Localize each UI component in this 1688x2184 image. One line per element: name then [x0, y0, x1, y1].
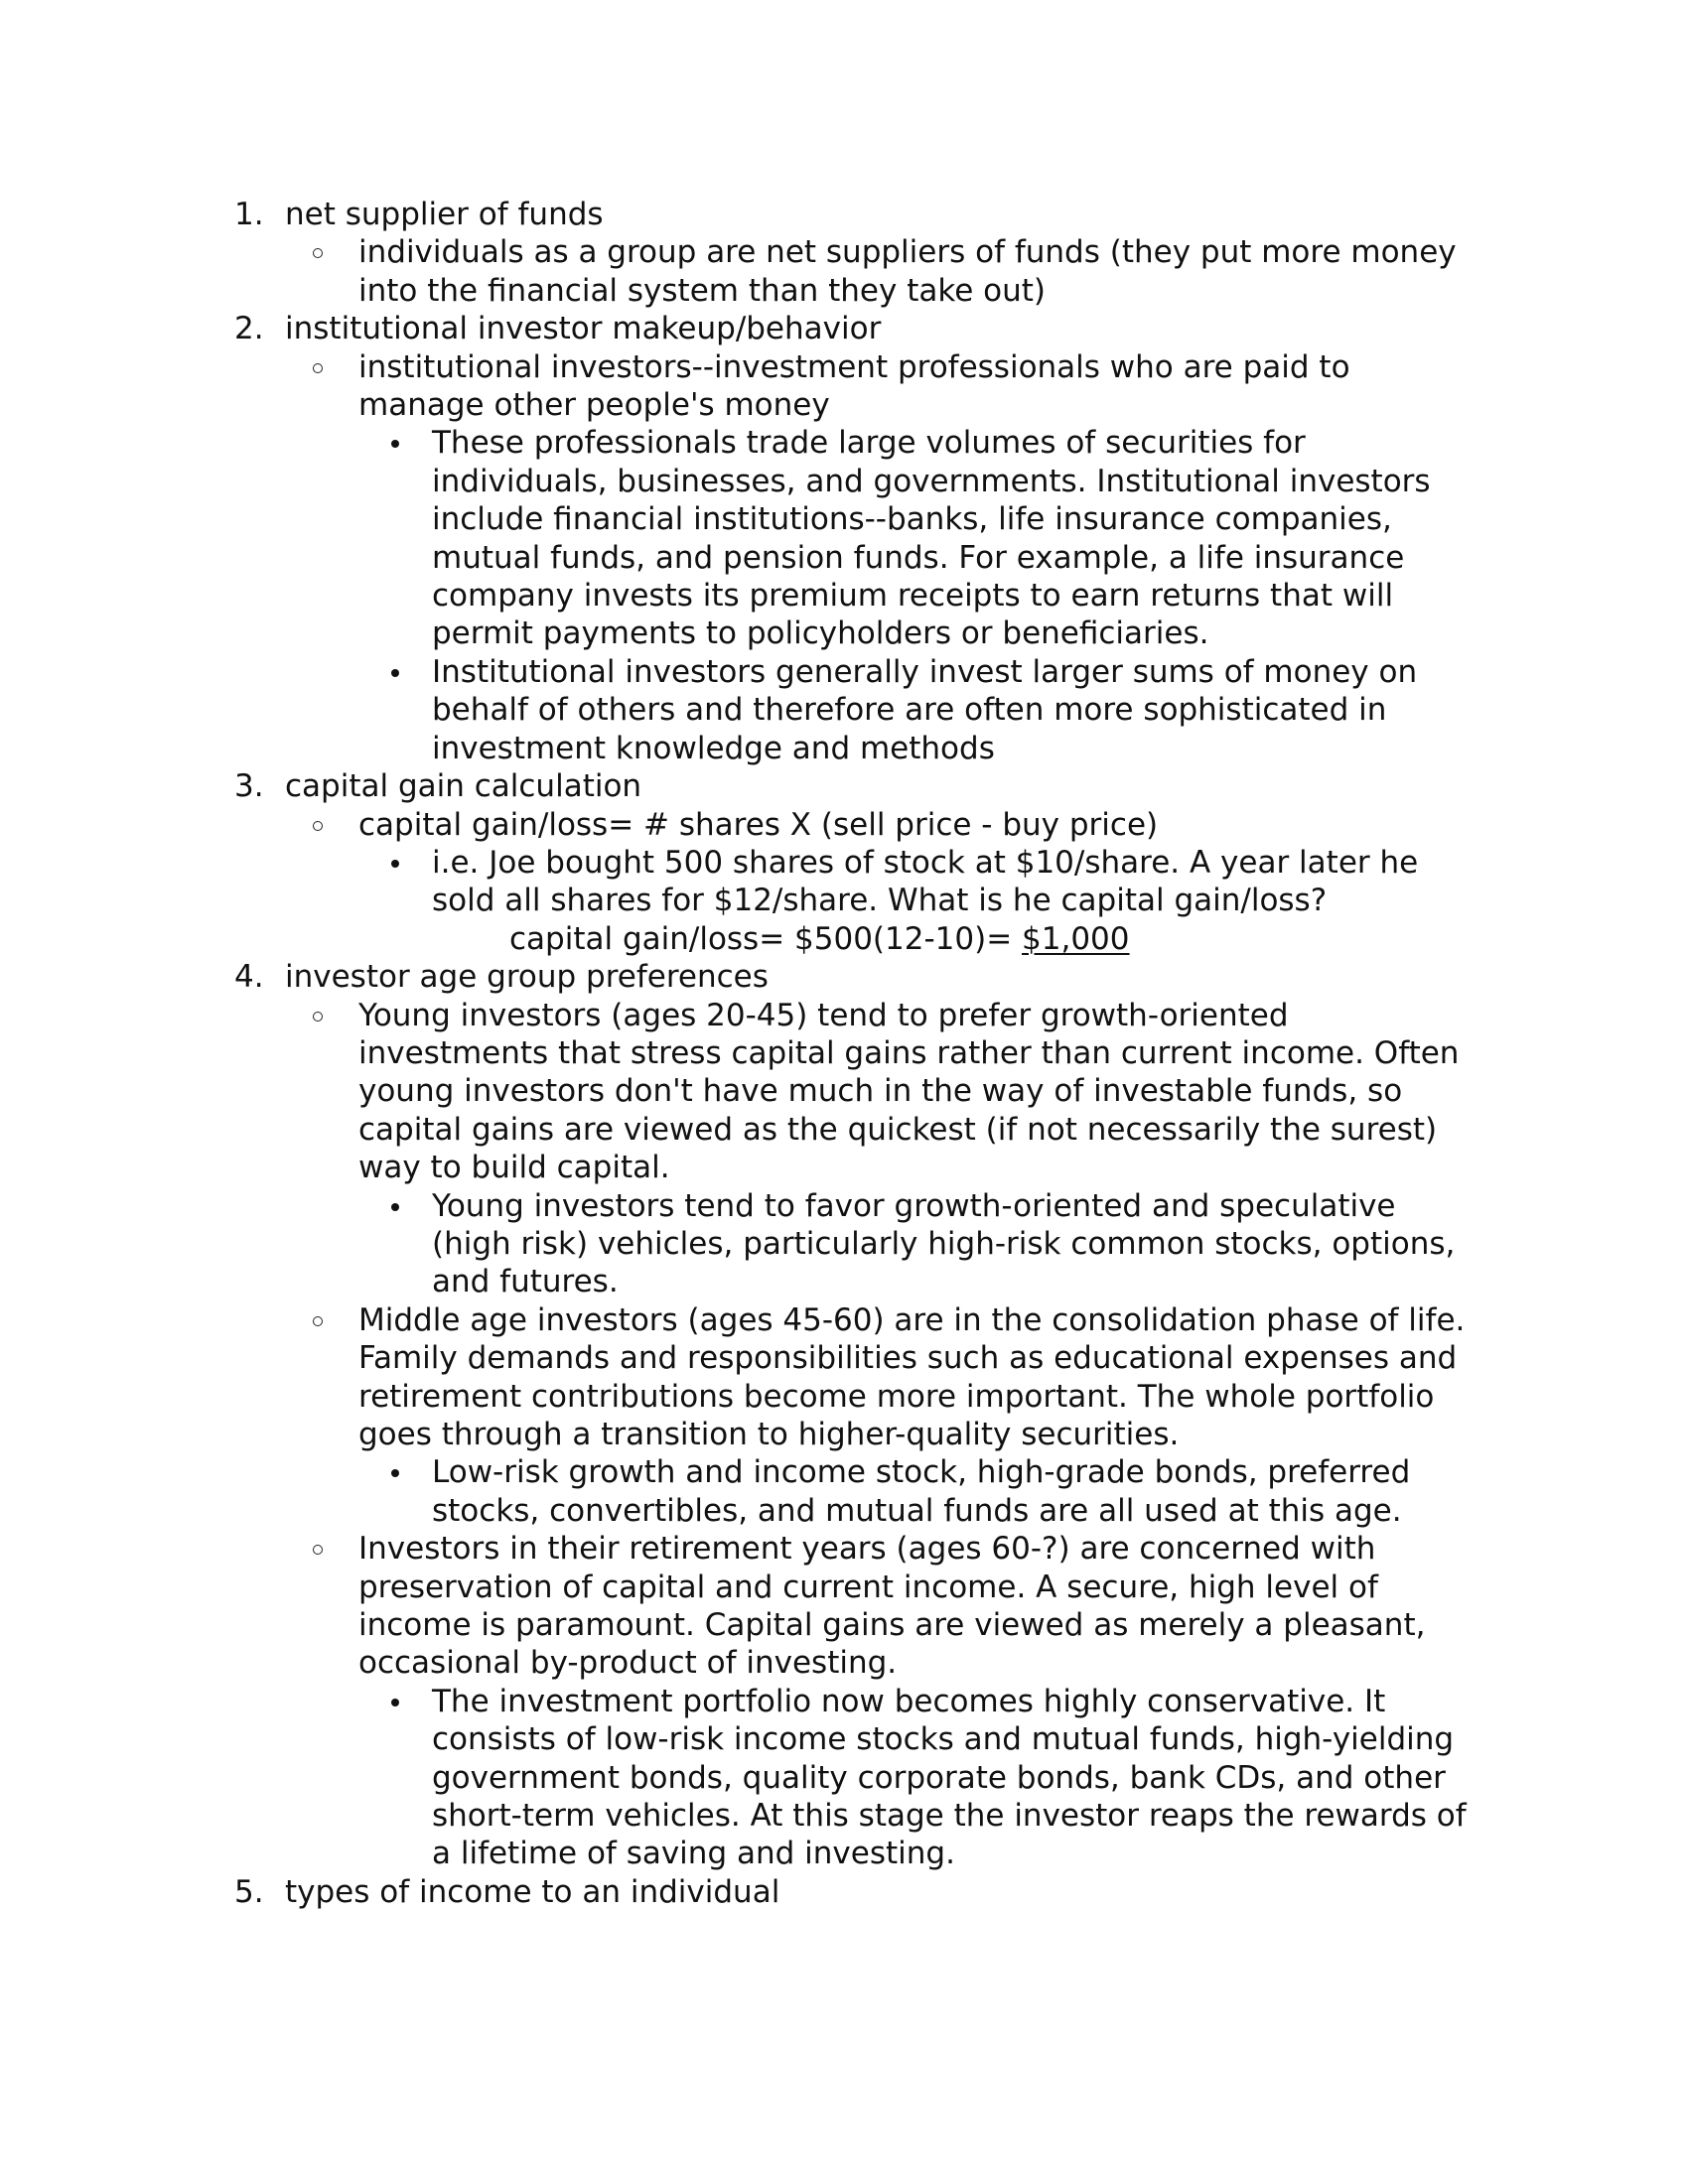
bullet-text: Young investors tend to favor growth-oriented and speculative (high risk) vehicles, particularly high-risk common stocks, options, and futures. — [432, 1187, 1456, 1300]
bullet-text: The investment portfolio now becomes highly conservative. It consists of low-risk income stocks and mutual funds, high-yielding government bonds, quality corporate bonds, bank CDs, and other short-term vehicles. At this stage the investor reaps the rewards of a lifetime of saving and investing. — [432, 1683, 1467, 1872]
sub-point — [234, 997, 1476, 1187]
item-number: 3. — [234, 768, 264, 805]
bullet-point — [234, 844, 1476, 920]
solid-bullet-icon — [391, 1699, 399, 1706]
item-title: investor age group preferences — [285, 959, 769, 996]
hollow-bullet-icon — [313, 363, 323, 373]
sub-point — [234, 1301, 1476, 1454]
item-number: 4. — [234, 959, 264, 996]
list-item-5 — [234, 1873, 1476, 1911]
bullet-point — [234, 653, 1476, 767]
sub-point-text: Young investors (ages 20-45) tend to prefer growth-oriented investments that stress capital gains rather than current income. Often young investors don't have much in the way of investable funds, so capital gains are viewed as the quickest (if not necessarily the surest) way to build capital. — [358, 997, 1460, 1186]
bullet-text: Low-risk growth and income stock, high-grade bonds, preferred stocks, convertibles, and mutual funds are all used at this age. — [432, 1454, 1411, 1529]
hollow-bullet-icon — [313, 248, 323, 258]
hollow-bullet-icon — [313, 1012, 323, 1022]
bullet-text: i.e. Joe bought 500 shares of stock at $10/share. A year later he sold all shares for $12/share. What is he capital gain/loss? — [432, 844, 1419, 919]
bullet-text: These professionals trade large volumes of securities for individuals, businesses, and governments. Institutional investors include financial institutions--banks, life insurance companies, mutual funds, and pension funds. For example, a life insurance company invests its premium receipts to earn returns that will permit payments to policyholders or beneficiaries. — [432, 425, 1431, 652]
sub-point — [234, 1530, 1476, 1683]
item-title: institutional investor makeup/behavior — [285, 311, 882, 347]
list-item-4 — [234, 958, 1476, 996]
sub-point — [234, 233, 1476, 310]
outline-list — [234, 196, 1476, 1911]
sub-point-text: Middle age investors (ages 45-60) are in the consolidation phase of life. Family demands and responsibilities such as educational expenses and retirement contributions become more important. The whole portfolio goes through a transition to higher-quality securities. — [358, 1301, 1466, 1452]
list-item-1 — [234, 196, 1476, 233]
solid-bullet-icon — [391, 669, 399, 677]
sub-point-text: institutional investors--investment professionals who are paid to manage other people's money — [358, 348, 1350, 424]
solid-bullet-icon — [391, 440, 399, 448]
calculation-line — [234, 920, 1476, 958]
calculation-formula: capital gain/loss= $500(12-10)= — [509, 920, 1023, 957]
sub-point — [234, 348, 1476, 425]
sub-point — [234, 806, 1476, 844]
hollow-bullet-icon — [313, 1545, 323, 1555]
calculation-result: $1,000 — [1022, 920, 1130, 957]
list-item-2 — [234, 310, 1476, 347]
sub-point-text: individuals as a group are net suppliers of funds (they put more money into the financial system than they take out) — [358, 234, 1457, 309]
hollow-bullet-icon — [313, 821, 323, 831]
bullet-point — [234, 1187, 1476, 1301]
item-title: types of income to an individual — [285, 1873, 780, 1910]
bullet-point — [234, 1683, 1476, 1873]
solid-bullet-icon — [391, 860, 399, 868]
list-item-3 — [234, 767, 1476, 805]
item-title: net supplier of funds — [285, 197, 604, 232]
hollow-bullet-icon — [313, 1316, 323, 1326]
sub-point-text: Investors in their retirement years (ages 60-?) are concerned with preservation of capital and current income. A secure, high level of income is paramount. Capital gains are viewed as merely a pleasant, occasional by-product of investing. — [358, 1531, 1426, 1682]
sub-point-text: capital gain/loss= # shares X (sell price - buy price) — [358, 806, 1159, 843]
item-number: 2. — [234, 311, 264, 347]
solid-bullet-icon — [391, 1469, 399, 1477]
bullet-text: Institutional investors generally invest larger sums of money on behalf of others and therefore are often more sophisticated in investment knowledge and methods — [432, 653, 1418, 766]
bullet-point — [234, 1453, 1476, 1530]
item-title: capital gain calculation — [285, 768, 642, 805]
item-number: 1. — [234, 197, 264, 232]
bullet-point — [234, 424, 1476, 652]
solid-bullet-icon — [391, 1203, 399, 1211]
item-number: 5. — [234, 1873, 264, 1910]
